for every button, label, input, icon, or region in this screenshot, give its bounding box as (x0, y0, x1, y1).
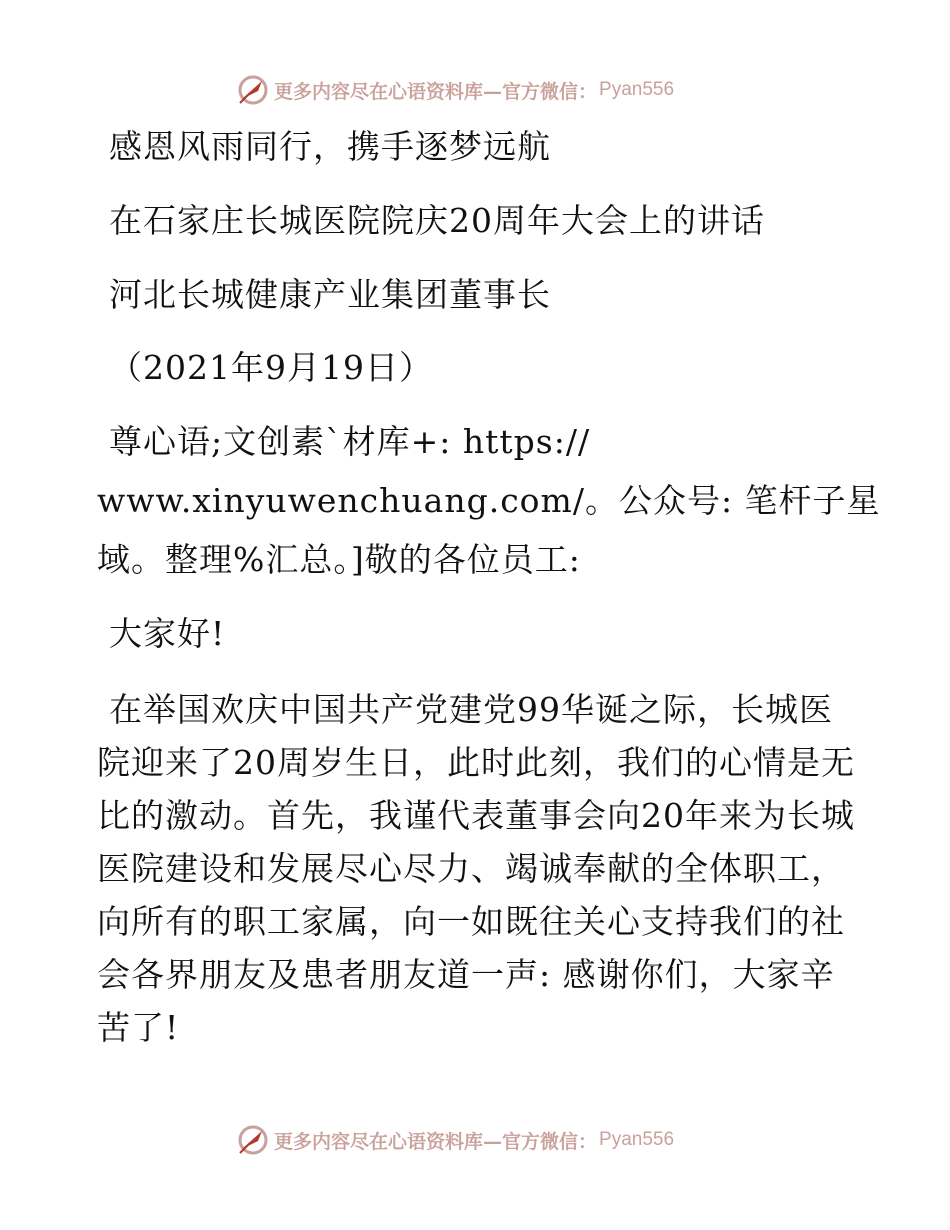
body-paragraph-block (97, 683, 857, 1054)
watermark-wechat-id: Pyan556 (599, 1129, 675, 1150)
document-speaker: 河北长城健康产业集团董事长 (109, 275, 551, 314)
watermark-wechat-id: Pyan556 (599, 79, 675, 100)
footer-watermark (236, 1122, 674, 1158)
header-watermark (236, 72, 674, 108)
quill-logo-icon (236, 1123, 270, 1157)
document-date: （2021年9月19日） (109, 348, 433, 387)
document-title: 感恩风雨同行，携手逐梦远航 (109, 127, 551, 166)
salutation-line-2: www.xinyuwenchuang.com/。公众号: 笔杆子星 (97, 481, 881, 520)
quill-logo-icon (236, 73, 270, 107)
salutation-line-1: 尊心语;文创素`材库+: https:// (109, 422, 591, 461)
body-paragraph: 在举国欢庆中国共产党建党99华诞之际，长城医院迎来了20周岁生日，此时此刻，我们的心情是无比的激动。首先，我谨代表董事会向20年来为长城医院建设和发展尽心尽力、竭诚奉献的全体职工，向所有的职工家属，向一如既往关心支持我们的社会各界朋友及患者朋友道一声: 感谢你们，大家辛苦了! (97, 690, 855, 1047)
watermark-text: 更多内容尽在心语资料库—官方微信： (274, 1130, 598, 1153)
document-subtitle: 在石家庄长城医院院庆20周年大会上的讲话 (109, 201, 765, 240)
greeting: 大家好! (109, 614, 226, 653)
watermark-text: 更多内容尽在心语资料库—官方微信： (274, 80, 598, 103)
salutation-line-3: 域。整理%汇总。]敬的各位员工: (97, 540, 581, 579)
